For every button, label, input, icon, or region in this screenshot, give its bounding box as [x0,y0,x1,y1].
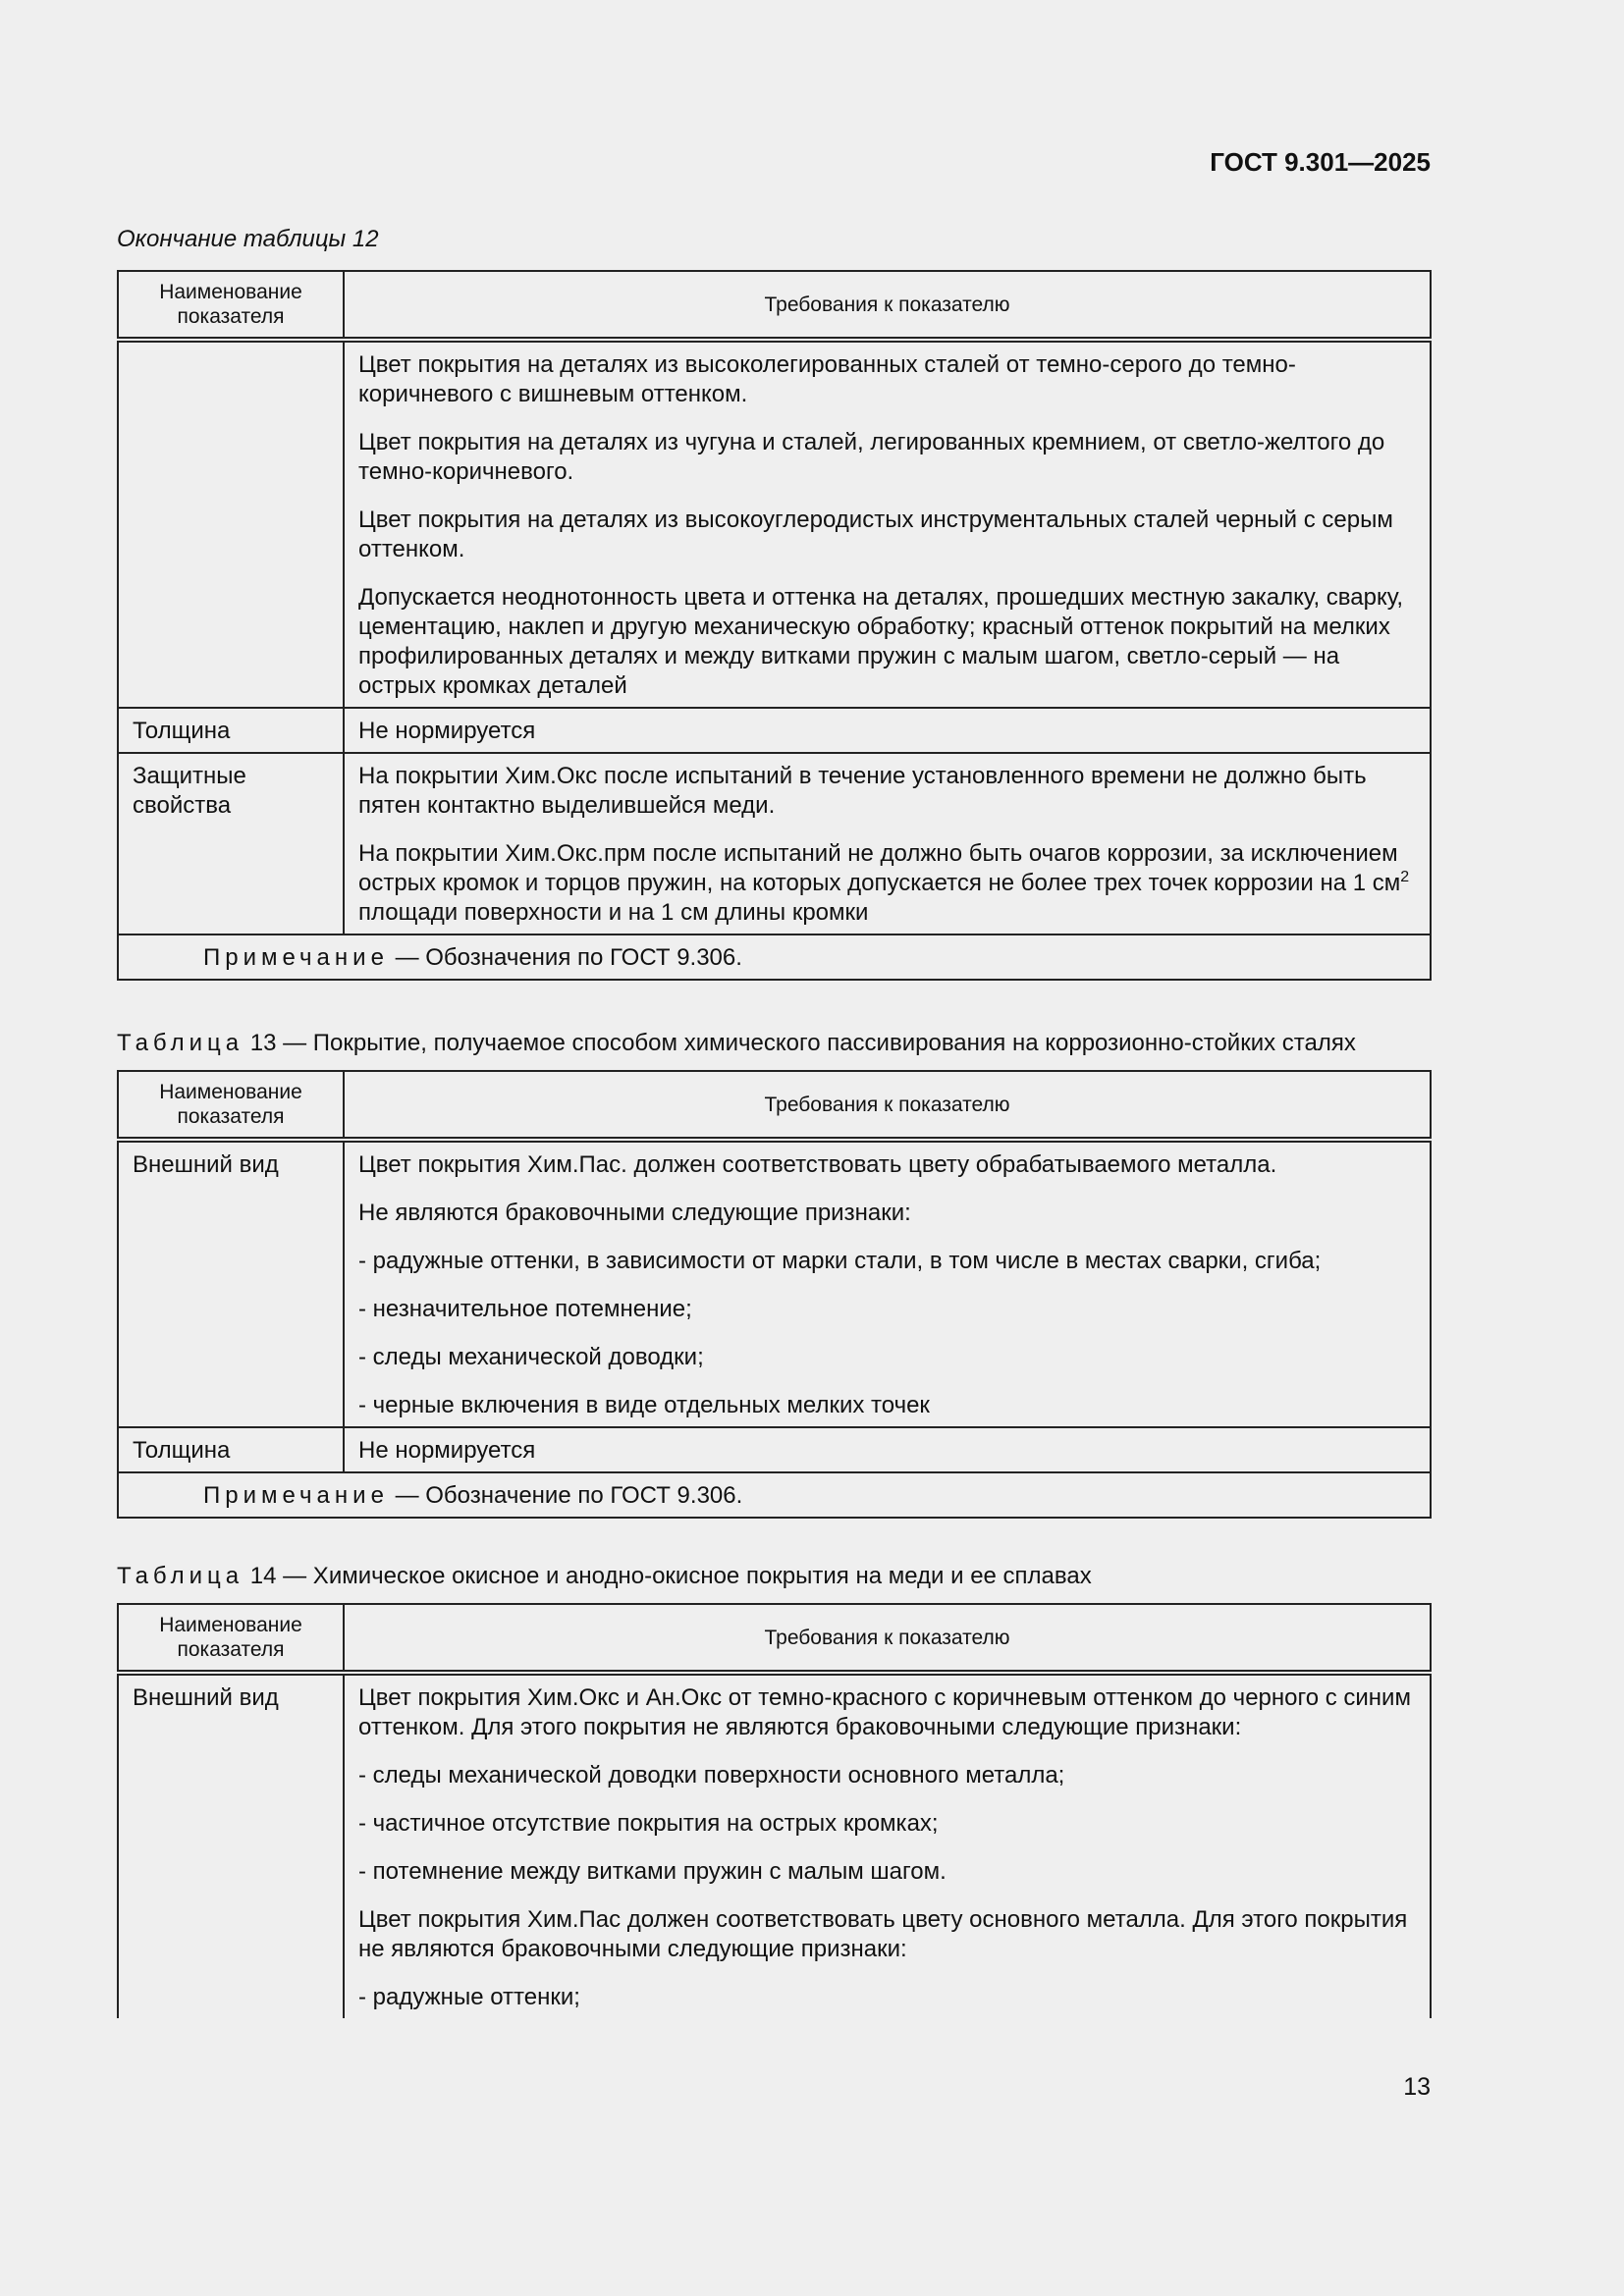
caption-label: Таблица [117,1563,244,1589]
text: На покрытии Хим.Окс.прм после испытаний не должно быть очагов коррозии, за исключением острых кромок и торцов пружин, на которых допускается не более трех точек коррозии на 1 см [358,840,1401,896]
paragraph: - потемнение между витками пружин с малым шагом. [358,1858,947,1885]
row-requirements [344,340,1431,708]
row-label-protective: Защитные свойства [118,753,344,934]
col-header-name: Наименование показателя [118,271,344,340]
superscript: 2 [1400,869,1410,885]
col-header-requirements: Требования к показателю [344,1071,1431,1140]
page-number: 13 [1403,2073,1431,2101]
row-label-appearance: Внешний вид [118,1140,344,1427]
paragraph: На покрытии Хим.Окс после испытаний в течение установленного времени не должно быть пятен контактно выделившейся меди. [358,763,1367,819]
paragraph: Допускается неоднотонность цвета и оттенка на деталях, прошедших местную закалку, сварку, цементацию, наклеп и другую механическую обработку; красный оттенок покрытий на мелких профилированных деталях и между витками пружин с малым шагом, светло-серый — на острых кромках деталей [358,584,1404,699]
col-header-requirements: Требования к показателю [344,1604,1431,1673]
paragraph: Не являются браковочными следующие признаки: [358,1200,911,1226]
row-value-thickness: Не нормируется [344,708,1431,753]
caption-text: 14 — Химическое окисное и анодно-окисное покрытия на меди и ее сплавах [244,1563,1092,1589]
paragraph: - незначительное потемнение; [358,1296,692,1322]
table-note [118,1472,1431,1518]
table13-caption [117,1030,1356,1057]
paragraph: - радужные оттенки; [358,1984,580,2010]
paragraph [358,839,1416,928]
paragraph: - черные включения в виде отдельных мелких точек [358,1392,930,1418]
note-label: Примечание [203,1482,389,1509]
col-header-name: Наименование показателя [118,1071,344,1140]
table-14 [117,1603,1432,2018]
table-12 [117,270,1432,981]
paragraph: Цвет покрытия Хим.Пас. должен соответствовать цвету обрабатываемого металла. [358,1151,1277,1178]
caption-text: 13 — Покрытие, получаемое способом химического пассивирования на коррозионно-стойких сталях [244,1030,1356,1056]
text: площади поверхности и на 1 см длины кромки [358,899,869,926]
table12-caption: Окончание таблицы 12 [117,226,379,252]
paragraph: Цвет покрытия на деталях из высоколегированных сталей от темно-серого до темно-коричневого с вишневым оттенком. [358,351,1296,407]
paragraph: Цвет покрытия Хим.Пас должен соответствовать цвету основного металла. Для этого покрытия не являются браковочными следующие признаки: [358,1906,1408,1962]
row-requirements-appearance [344,1673,1431,2018]
paragraph: - радужные оттенки, в зависимости от марки стали, в том числе в местах сварки, сгиба; [358,1248,1322,1274]
table-note [118,934,1431,980]
table-13 [117,1070,1432,1519]
row-requirements-protective [344,753,1431,934]
row-label-thickness: Толщина [118,708,344,753]
paragraph: Цвет покрытия Хим.Окс и Ан.Окс от темно-красного с коричневым оттенком до черного с синим оттенком. Для этого покрытия не являются браковочными следующие признаки: [358,1684,1411,1740]
paragraph: - частичное отсутствие покрытия на острых кромках; [358,1810,939,1837]
row-label-thickness: Толщина [118,1427,344,1472]
table14-caption [117,1563,1092,1590]
col-header-requirements: Требования к показателю [344,271,1431,340]
paragraph: Цвет покрытия на деталях из чугуна и сталей, легированных кремнием, от светло-желтого до темно-коричневого. [358,429,1385,485]
note-label: Примечание [203,944,389,971]
paragraph: Цвет покрытия на деталях из высокоуглеродистых инструментальных сталей черный с серым оттенком. [358,507,1393,562]
caption-label: Таблица [117,1030,244,1056]
row-label-empty [118,340,344,708]
row-requirements-appearance [344,1140,1431,1427]
paragraph: - следы механической доводки поверхности основного металла; [358,1762,1065,1789]
row-label-appearance: Внешний вид [118,1673,344,2018]
paragraph: - следы механической доводки; [358,1344,704,1370]
document-header: ГОСТ 9.301—2025 [1210,147,1431,177]
note-text: — Обозначения по ГОСТ 9.306. [388,944,742,971]
col-header-name: Наименование показателя [118,1604,344,1673]
row-value-thickness: Не нормируется [344,1427,1431,1472]
note-text: — Обозначение по ГОСТ 9.306. [388,1482,743,1509]
